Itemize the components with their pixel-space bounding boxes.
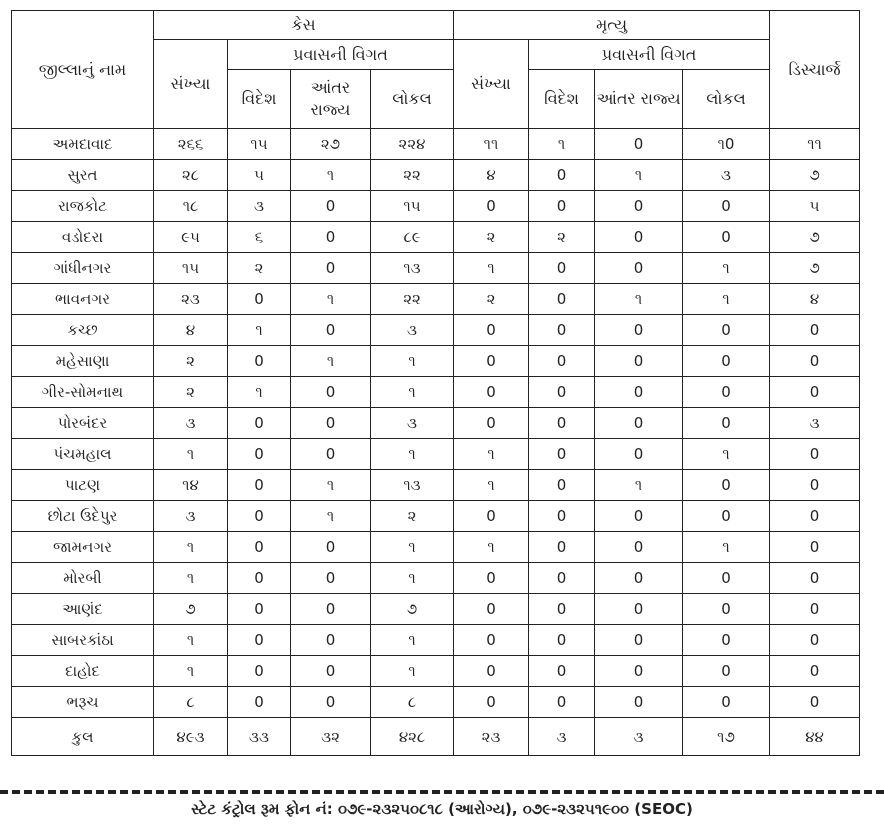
deaths-foreign-cell: ૨ — [529, 222, 595, 253]
cases-local-cell: ૧ — [371, 625, 454, 656]
cases-foreign-cell: 0 — [228, 532, 291, 563]
deaths-foreign-cell: 0 — [529, 470, 595, 501]
cases-local-cell: ૧ — [371, 563, 454, 594]
table-row — [12, 563, 860, 594]
cases-interstate-cell: 0 — [291, 408, 371, 439]
table-row — [12, 656, 860, 687]
cases-interstate-cell: ૧ — [291, 470, 371, 501]
deaths-count-cell: 0 — [454, 501, 529, 532]
cases-foreign-cell: ૫ — [228, 160, 291, 191]
deaths-local-cell: ૧ — [683, 284, 770, 315]
cases-count-cell: ૧ — [154, 439, 228, 470]
discharge-cell: ૭ — [770, 222, 860, 253]
cases-foreign-cell: 0 — [228, 501, 291, 532]
district-cell: સાબરકાંઠા — [12, 625, 154, 656]
table-header — [12, 11, 860, 129]
deaths-interstate-cell: 0 — [595, 687, 683, 718]
deaths-foreign-cell: 0 — [529, 160, 595, 191]
cases-local-cell: ૨ — [371, 501, 454, 532]
cases-count-cell: ૮ — [154, 687, 228, 718]
cases-local-cell: ૧ — [371, 532, 454, 563]
cases-interstate-cell: 0 — [291, 687, 371, 718]
district-cell: અમદાવાદ — [12, 129, 154, 160]
cases-count-cell: ૭ — [154, 594, 228, 625]
cases-local-cell: ૧૩ — [371, 470, 454, 501]
deaths-count-cell: 0 — [454, 408, 529, 439]
total-cases-interstate: ૩૨ — [291, 718, 371, 756]
district-cell: જામનગર — [12, 532, 154, 563]
deaths-foreign-header: વિદેશ — [529, 70, 595, 129]
table-row — [12, 129, 860, 160]
cases-interstate-cell: 0 — [291, 625, 371, 656]
deaths-foreign-cell: 0 — [529, 532, 595, 563]
cases-foreign-cell: 0 — [228, 563, 291, 594]
district-name-header: જીલ્લાનું નામ — [12, 11, 154, 129]
cases-count-cell: ૯૫ — [154, 222, 228, 253]
table-row — [12, 160, 860, 191]
cases-count-cell: ૨૬૬ — [154, 129, 228, 160]
control-room-phone: સ્ટેટ કંટ્રોલ રૂમ ફોન નં: ૦૭૯-૨૩૨૫૦૮૧૮ (આરોગ્ય), ૦૭૯-૨૩૨૫૧૯૦૦ (SEOC) — [191, 800, 693, 818]
deaths-count-cell: 0 — [454, 563, 529, 594]
discharge-cell: ૭ — [770, 160, 860, 191]
cases-foreign-cell: 0 — [228, 625, 291, 656]
cases-foreign-cell: 0 — [228, 439, 291, 470]
cases-interstate-cell: 0 — [291, 594, 371, 625]
deaths-count-cell: ૧ — [454, 470, 529, 501]
deaths-interstate-cell: 0 — [595, 563, 683, 594]
cases-foreign-cell: ૧ — [228, 377, 291, 408]
table-row — [12, 439, 860, 470]
deaths-interstate-cell: 0 — [595, 625, 683, 656]
cases-local-cell: ૩ — [371, 315, 454, 346]
cases-local-cell: ૧૫ — [371, 191, 454, 222]
deaths-foreign-cell: ૧ — [529, 129, 595, 160]
deaths-count-cell: 0 — [454, 594, 529, 625]
district-cell: આણંદ — [12, 594, 154, 625]
total-cases-local: ૪૨૮ — [371, 718, 454, 756]
discharge-cell: 0 — [770, 687, 860, 718]
district-cell: ગીર-સોમનાથ — [12, 377, 154, 408]
deaths-local-cell: 0 — [683, 470, 770, 501]
cases-count-cell: ૧ — [154, 532, 228, 563]
total-label: કુલ — [12, 718, 154, 756]
deaths-foreign-cell: 0 — [529, 346, 595, 377]
deaths-foreign-cell: 0 — [529, 656, 595, 687]
deaths-interstate-cell: 0 — [595, 129, 683, 160]
discharge-cell: 0 — [770, 377, 860, 408]
cases-local-header: લોકલ — [371, 70, 454, 129]
cases-local-cell: ૭ — [371, 594, 454, 625]
cases-count-cell: ૩ — [154, 408, 228, 439]
cases-interstate-cell: 0 — [291, 377, 371, 408]
deaths-count-cell: 0 — [454, 625, 529, 656]
discharge-cell: 0 — [770, 315, 860, 346]
deaths-local-cell: 0 — [683, 594, 770, 625]
deaths-local-cell: 0 — [683, 563, 770, 594]
cases-interstate-cell: 0 — [291, 439, 371, 470]
deaths-count-cell: 0 — [454, 377, 529, 408]
deaths-interstate-cell: 0 — [595, 346, 683, 377]
table-row — [12, 377, 860, 408]
table-row — [12, 470, 860, 501]
cases-interstate-cell: ૧ — [291, 160, 371, 191]
district-cell: ભરૂચ — [12, 687, 154, 718]
deaths-local-header: લોકલ — [683, 70, 770, 129]
deaths-interstate-cell: 0 — [595, 594, 683, 625]
table-row — [12, 191, 860, 222]
deaths-count-cell: 0 — [454, 687, 529, 718]
deaths-local-cell: ૩ — [683, 160, 770, 191]
deaths-local-cell: 0 — [683, 377, 770, 408]
deaths-interstate-cell: 0 — [595, 315, 683, 346]
deaths-local-cell: ૧ — [683, 532, 770, 563]
cases-foreign-cell: 0 — [228, 408, 291, 439]
district-cell: દાહોદ — [12, 656, 154, 687]
cases-interstate-cell: 0 — [291, 222, 371, 253]
cases-local-cell: ૧ — [371, 346, 454, 377]
cases-foreign-cell: ૬ — [228, 222, 291, 253]
deaths-local-cell: ૧ — [683, 253, 770, 284]
cases-count-cell: ૧ — [154, 656, 228, 687]
deaths-interstate-cell: 0 — [595, 532, 683, 563]
deaths-local-cell: 0 — [683, 625, 770, 656]
deaths-interstate-cell: 0 — [595, 222, 683, 253]
deaths-count-cell: 0 — [454, 656, 529, 687]
cases-count-cell: ૧ — [154, 563, 228, 594]
cases-interstate-header: આંતર રાજ્ય — [291, 70, 371, 129]
deaths-local-cell: 0 — [683, 501, 770, 532]
deaths-foreign-cell: 0 — [529, 625, 595, 656]
total-cases: ૪૯૩ — [154, 718, 228, 756]
cases-local-cell: ૨૨ — [371, 284, 454, 315]
cases-header: કેસ — [154, 11, 454, 40]
discharge-cell: ૭ — [770, 253, 860, 284]
district-cell: વડોદરા — [12, 222, 154, 253]
district-cell: ભાવનગર — [12, 284, 154, 315]
deaths-interstate-cell: ૧ — [595, 160, 683, 191]
deaths-local-cell: 0 — [683, 315, 770, 346]
total-deaths-interstate: ૩ — [595, 718, 683, 756]
total-discharge: ૪૪ — [770, 718, 860, 756]
total-row — [12, 718, 860, 756]
district-cell: પાટણ — [12, 470, 154, 501]
deaths-count-cell: 0 — [454, 191, 529, 222]
cases-count-cell: ૩ — [154, 501, 228, 532]
total-deaths-local: ૧૭ — [683, 718, 770, 756]
deaths-interstate-cell: 0 — [595, 191, 683, 222]
district-cell: મહેસાણા — [12, 346, 154, 377]
cases-count-header: સંખ્યા — [154, 40, 228, 129]
cases-count-cell: ૨૩ — [154, 284, 228, 315]
cases-interstate-cell: ૧ — [291, 284, 371, 315]
table-row — [12, 284, 860, 315]
discharge-cell: 0 — [770, 501, 860, 532]
table-row — [12, 253, 860, 284]
discharge-cell: 0 — [770, 532, 860, 563]
discharge-cell: ૫ — [770, 191, 860, 222]
deaths-foreign-cell: 0 — [529, 191, 595, 222]
deaths-count-cell: 0 — [454, 315, 529, 346]
deaths-count-cell: ૧૧ — [454, 129, 529, 160]
deaths-foreign-cell: 0 — [529, 501, 595, 532]
table-row — [12, 532, 860, 563]
table-row — [12, 408, 860, 439]
deaths-interstate-cell: 0 — [595, 408, 683, 439]
deaths-interstate-header: આંતર રાજ્ય — [595, 70, 683, 129]
table-row — [12, 501, 860, 532]
deaths-count-cell: ૨ — [454, 222, 529, 253]
table-row — [12, 687, 860, 718]
cases-local-cell: ૧ — [371, 656, 454, 687]
deaths-count-header: સંખ્યા — [454, 40, 529, 129]
cases-foreign-cell: ૧૫ — [228, 129, 291, 160]
discharge-cell: ૧૧ — [770, 129, 860, 160]
deaths-count-cell: ૨ — [454, 284, 529, 315]
cases-interstate-cell: 0 — [291, 656, 371, 687]
deaths-count-cell: ૧ — [454, 439, 529, 470]
deaths-interstate-cell: 0 — [595, 253, 683, 284]
district-cell: પંચમહાલ — [12, 439, 154, 470]
discharge-header: ડિસ્ચાર્જ — [770, 11, 860, 129]
deaths-local-cell: 0 — [683, 222, 770, 253]
district-cell: છોટા ઉદેપુર — [12, 501, 154, 532]
cases-interstate-cell: ૨૭ — [291, 129, 371, 160]
cases-travel-details-header: પ્રવાસની વિગત — [228, 40, 454, 70]
cases-count-cell: ૧૮ — [154, 191, 228, 222]
deaths-foreign-cell: 0 — [529, 408, 595, 439]
deaths-interstate-cell: ૧ — [595, 470, 683, 501]
deaths-interstate-cell: ૧ — [595, 284, 683, 315]
cases-local-cell: ૨૨ — [371, 160, 454, 191]
deaths-foreign-cell: 0 — [529, 563, 595, 594]
total-deaths: ૨૩ — [454, 718, 529, 756]
deaths-foreign-cell: 0 — [529, 687, 595, 718]
cases-interstate-cell: 0 — [291, 253, 371, 284]
deaths-foreign-cell: 0 — [529, 594, 595, 625]
table-row — [12, 346, 860, 377]
discharge-cell: 0 — [770, 625, 860, 656]
cases-local-cell: ૨૨૪ — [371, 129, 454, 160]
cases-count-cell: ૨ — [154, 346, 228, 377]
deaths-local-cell: ૧ — [683, 439, 770, 470]
district-cell: મોરબી — [12, 563, 154, 594]
deaths-travel-details-header: પ્રવાસની વિગત — [529, 40, 770, 70]
district-cases-table — [11, 10, 860, 756]
cases-local-cell: ૧ — [371, 439, 454, 470]
cases-local-cell: ૮૯ — [371, 222, 454, 253]
discharge-cell: 0 — [770, 594, 860, 625]
cases-foreign-cell: 0 — [228, 687, 291, 718]
cases-interstate-cell: 0 — [291, 191, 371, 222]
deaths-interstate-cell: 0 — [595, 377, 683, 408]
district-cell: સુરત — [12, 160, 154, 191]
cases-local-cell: ૮ — [371, 687, 454, 718]
discharge-cell: 0 — [770, 470, 860, 501]
table-row — [12, 222, 860, 253]
total-cases-foreign: ૩૩ — [228, 718, 291, 756]
cases-count-cell: ૧૫ — [154, 253, 228, 284]
deaths-count-cell: ૧ — [454, 532, 529, 563]
cases-count-cell: ૨૮ — [154, 160, 228, 191]
cases-count-cell: ૪ — [154, 315, 228, 346]
deaths-foreign-cell: 0 — [529, 377, 595, 408]
deaths-count-cell: 0 — [454, 346, 529, 377]
deaths-interstate-cell: 0 — [595, 439, 683, 470]
deaths-foreign-cell: 0 — [529, 439, 595, 470]
district-cell: રાજકોટ — [12, 191, 154, 222]
deaths-local-cell: 0 — [683, 191, 770, 222]
deaths-local-cell: ૧0 — [683, 129, 770, 160]
cases-interstate-cell: 0 — [291, 532, 371, 563]
cases-foreign-cell: 0 — [228, 656, 291, 687]
deaths-local-cell: 0 — [683, 656, 770, 687]
deaths-foreign-cell: 0 — [529, 284, 595, 315]
deaths-foreign-cell: 0 — [529, 253, 595, 284]
deaths-count-cell: ૧ — [454, 253, 529, 284]
cases-local-cell: ૩ — [371, 408, 454, 439]
discharge-cell: ૪ — [770, 284, 860, 315]
cases-local-cell: ૧ — [371, 377, 454, 408]
table-row — [12, 315, 860, 346]
discharge-cell: 0 — [770, 656, 860, 687]
cases-interstate-cell: ૧ — [291, 346, 371, 377]
district-cell: કચ્છ — [12, 315, 154, 346]
deaths-foreign-cell: 0 — [529, 315, 595, 346]
discharge-cell: ૩ — [770, 408, 860, 439]
district-cell: ગાંધીનગર — [12, 253, 154, 284]
cases-foreign-cell: 0 — [228, 470, 291, 501]
dashed-divider — [0, 790, 884, 794]
cases-count-cell: ૧૪ — [154, 470, 228, 501]
deaths-interstate-cell: 0 — [595, 501, 683, 532]
cases-foreign-cell: ૩ — [228, 191, 291, 222]
cases-local-cell: ૧૩ — [371, 253, 454, 284]
cases-foreign-cell: 0 — [228, 284, 291, 315]
district-cell: પોરબંદર — [12, 408, 154, 439]
deaths-count-cell: ૪ — [454, 160, 529, 191]
discharge-cell: 0 — [770, 563, 860, 594]
discharge-cell: 0 — [770, 346, 860, 377]
deaths-header: મૃત્યુ — [454, 11, 770, 40]
cases-interstate-cell: ૧ — [291, 501, 371, 532]
deaths-local-cell: 0 — [683, 687, 770, 718]
cases-interstate-cell: 0 — [291, 563, 371, 594]
deaths-local-cell: 0 — [683, 408, 770, 439]
cases-count-cell: ૨ — [154, 377, 228, 408]
cases-foreign-header: વિદેશ — [228, 70, 291, 129]
cases-foreign-cell: ૧ — [228, 315, 291, 346]
deaths-interstate-cell: 0 — [595, 656, 683, 687]
table-row — [12, 594, 860, 625]
table-row — [12, 625, 860, 656]
table-body — [12, 129, 860, 718]
cases-foreign-cell: 0 — [228, 346, 291, 377]
cases-foreign-cell: ૨ — [228, 253, 291, 284]
discharge-cell: 0 — [770, 439, 860, 470]
total-deaths-foreign: ૩ — [529, 718, 595, 756]
cases-interstate-cell: 0 — [291, 315, 371, 346]
cases-count-cell: ૧ — [154, 625, 228, 656]
cases-foreign-cell: 0 — [228, 594, 291, 625]
deaths-local-cell: 0 — [683, 346, 770, 377]
